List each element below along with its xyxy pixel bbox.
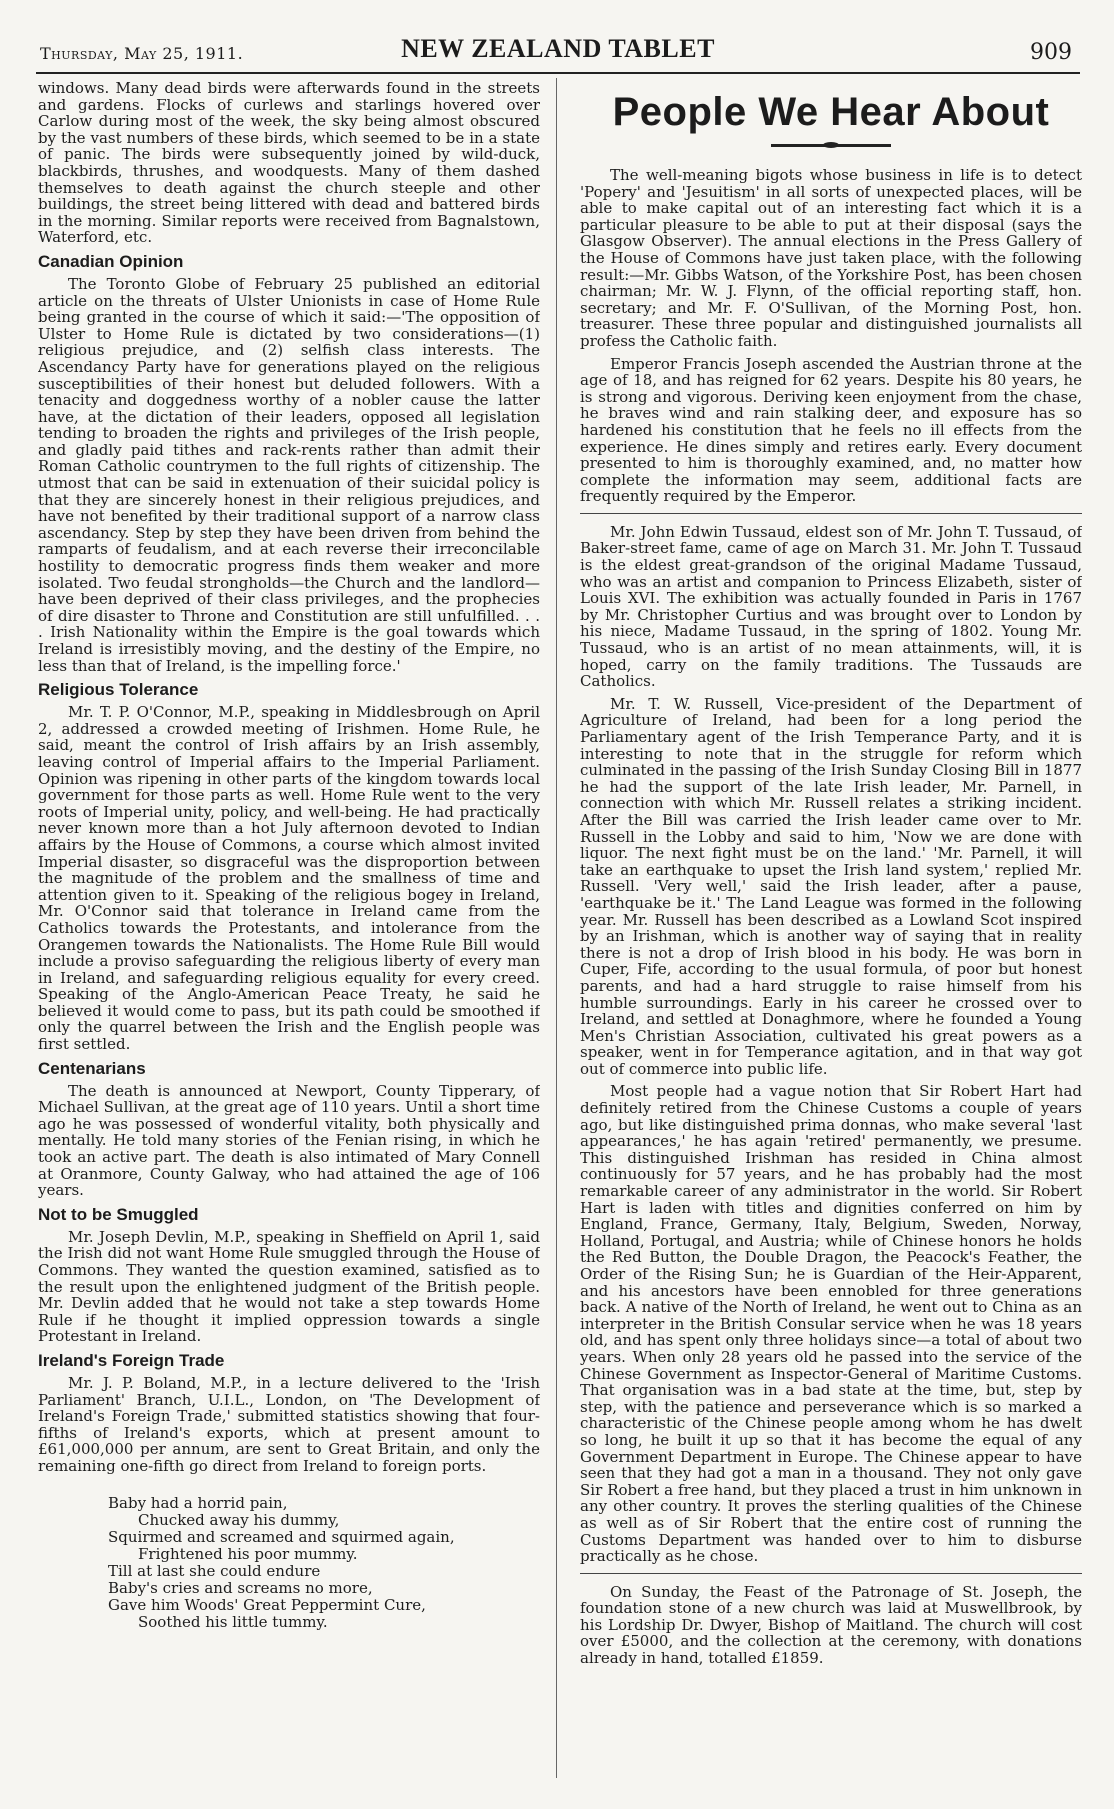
section-heading: Canadian Opinion [38, 251, 184, 271]
page-number: 909 [1030, 40, 1072, 65]
article-paragraph: Mr. J. P. Boland, M.P., in a lecture delivered to the 'Irish Parliament' Branch, U.I.L., London, on 'The Development of Ireland's Foreign Trade,' submitted statistics showing that four-fifths of Ireland's exports, which at present amount to £61,000,000 per annum, are sent to Great Britain, and only the remaining one-fifth go direct from Ireland to foreign ports. [38, 1373, 540, 1475]
article-paragraph: Mr. Joseph Devlin, M.P., speaking in Sheffield on April 1, said the Irish did not want Home Rule smuggled through the House of Commons. They wanted the question examined, satisfied as to the result upon the enlightened judgment of the British people. Mr. Devlin added that he would not take a step towards Home Rule if he thought it implied oppression towards a single Protestant in Ireland. [38, 1227, 540, 1346]
section-heading: Not to be Smuggled [38, 1204, 199, 1224]
article-paragraph: Mr. T. W. Russell, Vice-president of the Department of Agriculture of Ireland, had been for a long period the Parliamentary agent of the Irish Temperance Party, and it is interesting to note that in the struggle for reform which culminated in the passing of the Irish Sunday Closing Bill in 1877 he had the support of the late Irish leader, Mr. Parnell, in connection with which Mr. Russell relates a striking incident. After the Bill was carried the Irish leader came over to Mr. Russell in the Lobby and said to him, 'Now we are done with liquor. The next fight must be on the land.' 'Mr. Parnell, it will take an earthquake to upset the Irish land system,' replied Mr. Russell. 'Very well,' said the Irish leader, after a pause, 'earthquake be it.' The Land League was formed in the following year. Mr. Russell has been described as a Lowland Scot inspired by an Irishman, which is another way of saying that in reality there is not a drop of Irish blood in his body. He was born in Cuper, Fife, according to the usual formula, of poor but honest parents, and had a hard struggle to raise himself from his humble surroundings. Early in his career he crossed over to Ireland, and settled at Donaghmore, where he founded a Young Men's Christian Association, cultivated his great powers as a speaker, went in for Temperance agitation, and in that way got out of commerce into public life. [580, 694, 1082, 1078]
poem-line: Chucked away his dummy, [138, 1510, 340, 1529]
item-separator [580, 1573, 1082, 1574]
poem-line: Baby's cries and screams no more, [108, 1578, 373, 1597]
poem-line: Gave him Woods' Great Peppermint Cure, [108, 1595, 426, 1614]
left-column [38, 80, 540, 1780]
section-heading: Religious Tolerance [38, 680, 199, 700]
right-column [580, 80, 1082, 1780]
header-rule [36, 72, 1080, 74]
poem-line: Baby had a horrid pain, [108, 1493, 288, 1512]
section-heading: Ireland's Foreign Trade [38, 1350, 225, 1370]
poem-line: Till at last she could endure [108, 1561, 321, 1580]
item-separator [580, 513, 1082, 514]
advert-poem [108, 1495, 540, 1631]
poem-line: Frightened his poor mummy. [138, 1544, 358, 1563]
article-paragraph: Emperor Francis Joseph ascended the Austrian throne at the age of 18, and has reigned for 62 years. Despite his 80 years, he is strong and vigorous. Deriving keen enjoyment from the chase, he braves wind and rain stalking deer, and exposure has so hardened his constitution that he feels no ill effects from the experience. He dines simply and retires early. Every document presented to him is thoroughly examined, and, no matter how complete the information may seem, additional facts are frequently required by the Emperor. [580, 354, 1082, 506]
article-paragraph: On Sunday, the Feast of the Patronage of St. Joseph, the foundation stone of a new church was laid at Muswellbrook, by his Lordship Dr. Dwyer, Bishop of Maitland. The church will cost over £5000, and the collection at the ceremony, with donations already in hand, totalled £1859. [580, 1582, 1082, 1668]
article-paragraph: Most people had a vague notion that Sir Robert Hart had definitely retired from the Chinese Customs a couple of years ago, but like distinguished prima donnas, who make several 'last appearances,' he has again 'retired' permanently, we presume. This distinguished Irishman has resided in China almost continuously for 57 years, and he has probably had the most remarkable career of any administrator in the world. Sir Robert Hart is laden with titles and dignities conferred on him by England, France, Germany, Italy, Belgium, Sweden, Norway, Holland, Portugal, and Austria; while of Chinese honors he holds the Red Button, the Double Dragon, the Peacock's Feather, the Order of the Rising Sun; he is Guardian of the Heir-Apparent, and his ancestors have been ennobled for three generations back. A native of the North of Ireland, he went out to China as an interpreter in the British Consular service when he was 18 years old, and has spent only three holidays since—a total of about two years. When only 28 years old he passed into the service of the Chinese Government as Inspector-General of Maritime Customs. That organisation was in a bad state at the time, but, step by step, with the patience and perseverance which is so marked a characteristic of the Chinese people among whom he has dwelt so long, he built it up so that it has become the equal of any Government Department in Europe. The Chinese appear to have seen that they had got a man in a thousand. They not only gave Sir Robert a free hand, but they placed a trust in him unknown in any other country. It proves the sterling qualities of the Chinese as well as of Sir Robert that the entire cost of running the Customs Department was handed over to him to disburse practically as he chose. [580, 1082, 1082, 1566]
poem-line: Soothed his little tummy. [138, 1612, 328, 1631]
column-divider [556, 78, 557, 1778]
article-paragraph: The well-meaning bigots whose business in life is to detect 'Popery' and 'Jesuitism' in all sorts of unexpected places, will be able to make capital out of an interesting fact which it is a particular pleasure to be able to put at their disposal (says the Glasgow Observer). The annual elections in the Press Gallery of the House of Commons have just taken place, with the following result:—Mr. Gibbs Watson, of the Yorkshire Post, has been chosen chairman; Mr. W. J. Flynn, of the official reporting staff, hon. secretary; and Mr. F. O'Sullivan, of the Morning Post, hon. treasurer. These three popular and distinguished journalists all profess the Catholic faith. [580, 166, 1082, 350]
section-heading: Centenarians [38, 1058, 146, 1078]
section-title: People We Hear About [612, 90, 1050, 134]
page-header [36, 34, 1080, 74]
article-paragraph: The Toronto Globe of February 25 published an editorial article on the threats of Ulster Unionists in case of Home Rule being granted in the course of which it said:—'The opposition of Ulster to Home Rule is dictated by two considerations—(1) religious prejudice, and (2) selfish class interests. The Ascendancy Party have for generations played on the religious susceptibilities of their honest but deluded followers. With a tenacity and doggedness worthy of a nobler cause the latter have, at the dictation of their leaders, opposed all legislation tending to broaden the rights and privileges of the Irish people, and gladly paid tithes and rack-rents rather than admit their Roman Catholic countrymen to the full rights of citizenship. The utmost that can be said in extenuation of their suicidal policy is that they are sincerely honest in their religious prejudices, and have not benefited by their traditional support of a narrow class ascendancy. Step by step they have been driven from behind the ramparts of feudalism, and at each reverse their irreconcilable hostility to democratic progress finds them weaker and more isolated. Two feudal strongholds—the Church and the landlord—have been deprived of their class privileges, and the prophecies of dire disaster to Throne and Constitution are still unfulfilled. . . . Irish Nationality within the Empire is the goal towards which Ireland is irresistibly moving, and the destiny of the Empire, no less than that of Ireland, is the impelling force.' [38, 274, 540, 675]
article-paragraph: The death is announced at Newport, County Tipperary, of Michael Sullivan, at the great age of 110 years. Until a short time ago he was possessed of wonderful vitality, both physically and mentally. He told many stories of the Fenian rising, in which he took an active part. The death is also intimated of Mary Connell at Oranmore, County Galway, who had attained the age of 106 years. [38, 1081, 540, 1200]
article-paragraph: Mr. T. P. O'Connor, M.P., speaking in Middlesbrough on April 2, addressed a crowded meeting of Irishmen. Home Rule, he said, meant the control of Irish affairs by an Irish assembly, leaving control of Imperial affairs to the Imperial Parliament. Opinion was ripening in other parts of the kingdom towards local government for those parts as well. Home Rule went to the very roots of Imperial unity, policy, and well-being. He had practically never known more than a hot July afternoon devoted to Indian affairs by the House of Commons, a course which almost invited Imperial disaster, so disgraceful was the disproportion between the magnitude of the problem and the smallness of time and attention given to it. Speaking of the religious bogey in Ireland, Mr. O'Connor said that tolerance in Ireland came from the Catholics towards the Protestants, and intolerance from the Orangemen towards the Nationalists. The Home Rule Bill would include a proviso safeguarding the religious liberty of every man in Ireland, and safeguarding religious equality for every creed. Speaking of the Anglo-American Peace Treaty, he said he believed it would come to pass, but its path could be smoothed if only the quarrel between the Irish and the English people was first settled. [38, 703, 540, 1054]
masthead-title: NEW ZEALAND TABLET [401, 34, 715, 63]
article-paragraph: windows. Many dead birds were afterwards found in the streets and gardens. Flocks of curlews and starlings hovered over Carlow during most of the week, the sky being almost obscured by the vast numbers of these birds, which seemed to be in a state of panic. The birds were subsequently joined by wild-duck, blackbirds, thrushes, and woodquests. Many of them dashed themselves to death against the church steeple and other buildings, the street being littered with dead and battered birds in the morning. Similar reports were received from Bagnalstown, Waterford, etc. [38, 80, 540, 247]
article-paragraph: Mr. John Edwin Tussaud, eldest son of Mr. John T. Tussaud, of Baker-street fame, came of age on March 31. Mr. John T. Tussaud is the eldest great-grandson of the original Madame Tussaud, who was an artist and companion to Princess Elizabeth, sister of Louis XVI. The exhibition was actually founded in Paris in 1767 by Mr. Christopher Curtius and was brought over to London by his niece, Madame Tussaud, in the spring of 1802. Young Mr. Tussaud, who is an artist of no mean attainments, will, it is hoped, carry on the family traditions. The Tussauds are Catholics. [580, 522, 1082, 691]
issue-date: Thursday, May 25, 1911. [40, 44, 244, 63]
title-ornament [771, 144, 891, 147]
poem-line: Squirmed and screamed and squirmed again, [108, 1527, 455, 1546]
